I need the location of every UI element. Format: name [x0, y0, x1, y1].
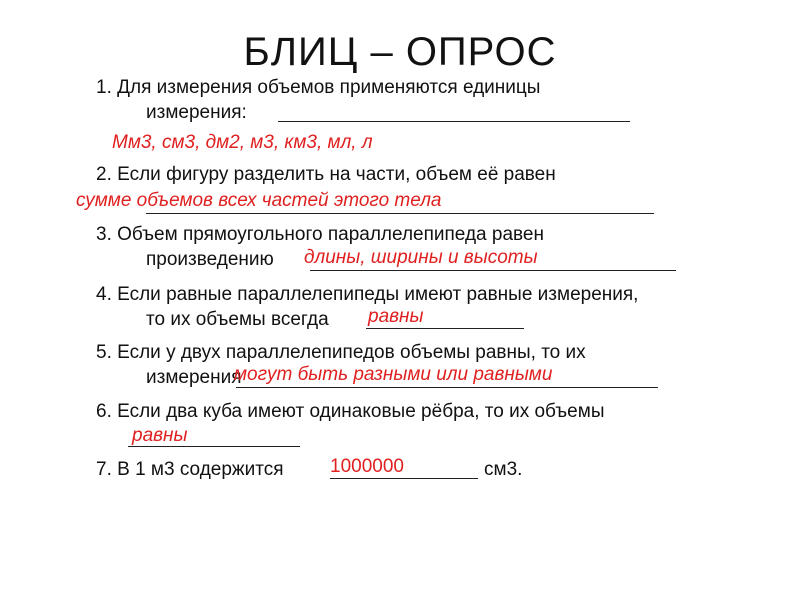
question-5-answer-blank [236, 387, 658, 388]
question-6-answer: равны [132, 425, 188, 446]
question-4-line-1: 4. Если равные параллелепипеды имеют равные измерения, [96, 284, 639, 305]
question-7-answer: 1000000 [330, 456, 404, 477]
question-2-answer: сумме объемов всех частей этого тела [76, 190, 442, 211]
question-6-line-1: 6. Если два куба имеют одинаковые рёбра, то их объемы [96, 401, 605, 422]
question-1-answer-blank [278, 121, 630, 122]
slide-title: БЛИЦ – ОПРОС [243, 30, 557, 74]
question-3-answer: длины, ширины и высоты [304, 247, 538, 268]
question-5-line-2: измерения [146, 367, 242, 388]
question-1-line-2: измерения: [146, 102, 247, 123]
question-4-answer: равны [368, 306, 424, 327]
question-5-line-1: 5. Если у двух параллелепипедов объемы равны, то их [96, 342, 586, 363]
question-1-answer: Мм3, см3, дм2, м3, км3, мл, л [112, 132, 373, 153]
question-4-line-2: то их объемы всегда [146, 309, 329, 330]
question-2-answer-blank [146, 213, 654, 214]
question-3-line-2: произведению [146, 249, 274, 270]
question-7-suffix: см3. [484, 459, 523, 480]
question-3-answer-blank [310, 270, 676, 271]
question-2-line-1: 2. Если фигуру разделить на части, объем её равен [96, 164, 556, 185]
question-3-line-1: 3. Объем прямоугольного параллелепипеда равен [96, 224, 544, 245]
question-7-prefix: 7. В 1 м3 содержится [96, 459, 284, 480]
question-5-answer: могут быть разными или равными [234, 364, 553, 385]
question-1-line-1: 1. Для измерения объемов применяются единицы [96, 77, 541, 98]
